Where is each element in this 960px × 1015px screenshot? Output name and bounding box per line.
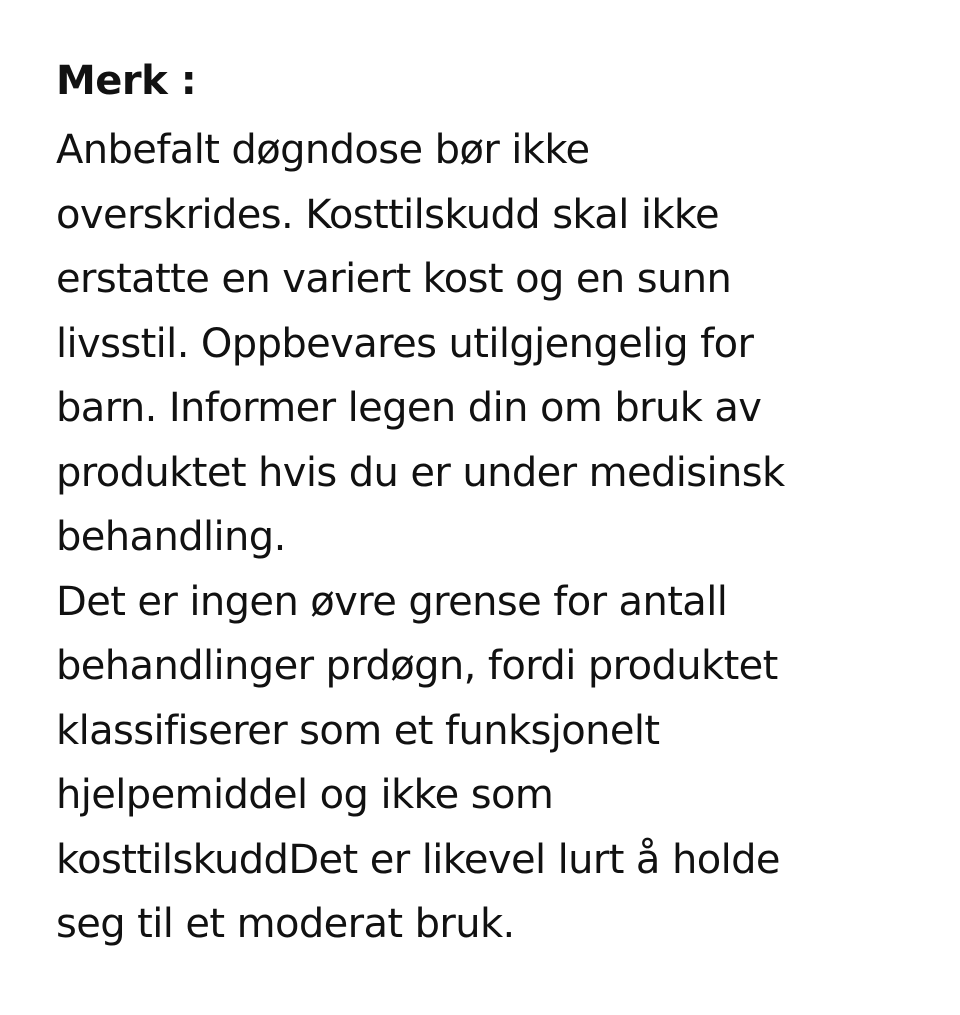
notice-text-block bbox=[56, 44, 936, 957]
text-line: erstatte en variert kost og en sunn bbox=[56, 256, 732, 302]
text-line: overskrides. Kosttilskudd skal ikke bbox=[56, 191, 720, 238]
text-line: Anbefalt døgndose bør ikke bbox=[56, 127, 590, 173]
text-line: kosttilskuddDet er likevel lurt å holde bbox=[56, 836, 780, 883]
text-line: behandling. bbox=[56, 514, 286, 560]
text-line: barn. Informer legen din om bruk av bbox=[56, 385, 762, 431]
text-line: seg til et moderat bruk. bbox=[56, 901, 515, 947]
notice-heading: Merk : bbox=[56, 58, 197, 104]
text-line: hjelpemiddel og ikke som bbox=[56, 772, 554, 818]
text-line: livsstil. Oppbevares utilgjengelig for bbox=[56, 320, 754, 367]
text-line: Det er ingen øvre grense for antall bbox=[56, 578, 728, 625]
text-line: klassifiserer som et funksjonelt bbox=[56, 707, 660, 754]
text-line: behandlinger prdøgn, fordi produktet bbox=[56, 643, 778, 689]
text-line: produktet hvis du er under medisinsk bbox=[56, 449, 785, 496]
